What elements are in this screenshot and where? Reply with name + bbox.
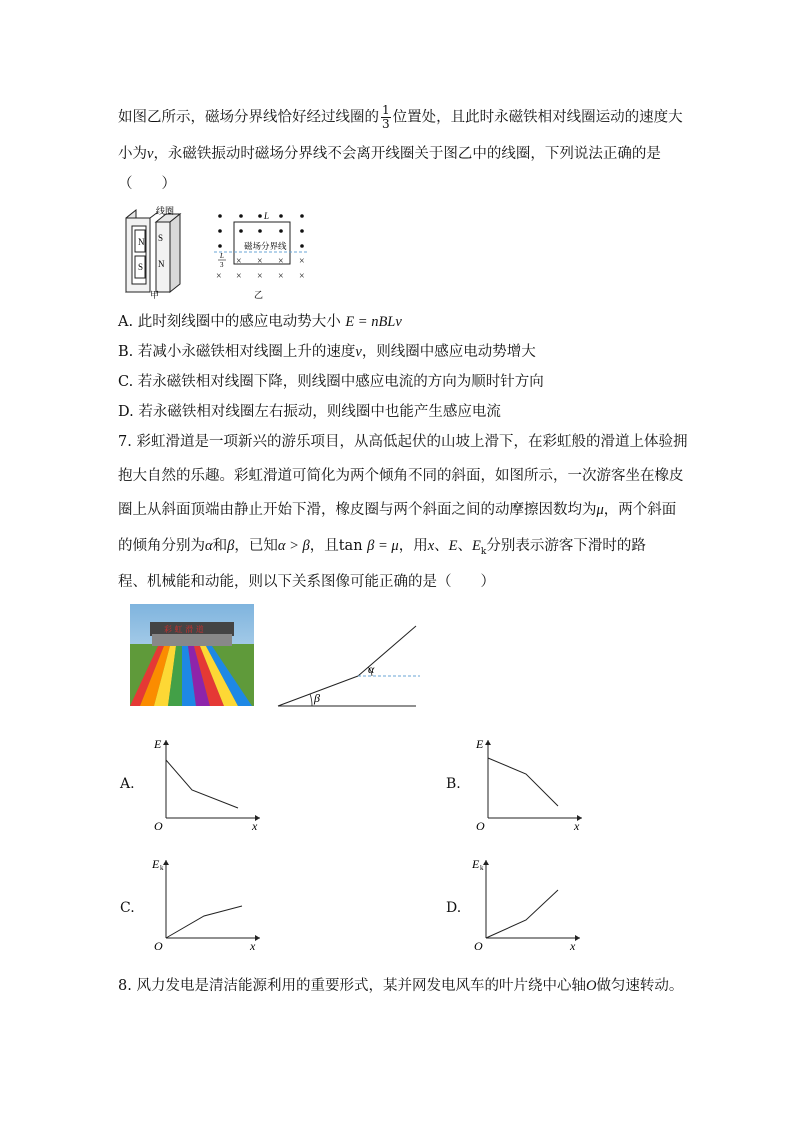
q7-line-2: 抱大自然的乐趣。彩虹滑道可简化为两个倾角不同的斜面，如图所示，一次游客坐在橡皮 [118,468,684,484]
tan: tan [338,538,363,554]
q6-option-c: C. 若永磁铁相对线圈下降，则线圈中感应电流的方向为顺时针方向 [118,374,544,390]
svg-text:×: × [236,271,242,282]
q7-line-4 [118,536,646,562]
var-v: v [147,146,154,162]
q7-text: 分别表示游客下滑时的路 [486,538,646,554]
rainbow-slide-photo [130,604,254,706]
q7-text: ，已知 [234,538,278,554]
third-den: 3 [220,261,224,269]
svg-text:×: × [216,271,222,282]
var-ek-sub: k [480,546,487,557]
var-e: E [448,538,458,554]
q6-option-b [118,342,536,362]
q6-option-a [118,312,402,332]
third-num: L [220,252,224,260]
c-ylabel: E [152,857,160,871]
angle-alpha: α [368,662,375,676]
option-a-label: A. [120,776,135,792]
magnet-s-top: S [158,233,164,243]
frac-num: 1 [382,103,390,117]
d-xlabel: x [570,939,576,953]
graph-option-d [472,854,588,954]
b-xlabel: x [574,819,580,833]
q7-text: ，且 [309,538,339,554]
svg-text:×: × [278,271,284,282]
svg-text:×: × [278,256,284,267]
q6-option-d: D. 若永磁铁相对线圈左右振动，则线圈中也能产生感应电流 [118,404,501,420]
b-ylabel: E [476,737,484,751]
frac-den: 3 [382,117,390,131]
var-ek: E [472,538,481,554]
c-xlabel: x [250,939,256,953]
q6-line-2 [118,144,661,164]
var-beta: β [227,538,235,554]
var-alpha: α [205,538,213,554]
svg-text:×: × [257,271,263,282]
q6-text: 如图乙所示，磁场分界线恰好经过线圈的 [118,109,379,126]
option-d-label: D. [446,900,462,916]
condition-tan: β = μ [367,538,399,554]
q8-text: 做匀速转动。 [596,978,684,994]
figure-caption-yi: 乙 [254,291,264,300]
fraction-one-third [381,104,391,131]
option-a-formula: E = nBLv [345,314,402,330]
svg-text:×: × [299,271,305,282]
var-o: O [585,978,597,994]
option-b-text: B. 若减小永磁铁相对线圈上升的速度 [118,344,356,360]
a-ylabel: E [154,737,162,751]
angle-beta: β [314,691,320,705]
slide-sign: 彩 虹 滑 道 [164,625,204,634]
q6-text: 位置处，且此时永磁铁相对线圈运动的速度大 [392,109,683,126]
c-origin: O [154,939,163,953]
graph-option-c [152,854,268,954]
b-origin: O [476,819,485,833]
var-x: x [427,538,435,554]
a-origin: O [154,819,163,833]
svg-text:×: × [257,256,263,267]
q7-line-1: 7. 彩虹滑道是一项新兴的游乐项目，从高低起伏的山坡上滑下，在彩虹般的滑道上体验拥 [118,434,688,450]
q6-text: 小为 [118,146,147,162]
magnet-n-bottom: N [158,259,165,269]
boundary-label: 磁场分界线 [244,242,287,252]
d-origin: O [474,939,483,953]
d-ylabel: E [472,857,480,871]
condition-alpha-beta: α > β [277,538,310,554]
graph-option-a [152,734,268,834]
option-b-label: B. [446,776,461,792]
incline-diagram [272,620,422,710]
sep: 、 [434,538,449,554]
c-ylabel-sub: k [160,864,164,872]
figure-caption-jia: 甲 [150,291,160,300]
q8-text: 8. 风力发电是清洁能源利用的重要形式，某并网发电风车的叶片绕中心轴 [118,978,586,994]
magnet-s-bottom: S [138,262,144,272]
q7-text: 的倾角分别为 [118,538,205,554]
cross-marks [216,256,305,282]
q7-line-3 [118,500,676,520]
svg-text:×: × [299,256,305,267]
q6-answer-blank: （ ） [118,176,176,192]
coil-label: 线圈 [156,207,175,217]
sep: 、 [457,538,472,554]
option-c-label: C. [120,900,135,916]
q8-line-1 [118,976,683,996]
option-b-var: v [355,344,362,360]
a-xlabel: x [252,819,258,833]
magnet-coil-diagram [126,210,180,292]
q7-text: ，两个斜面 [603,502,677,518]
var-mu: μ [596,502,604,518]
magnet-n-top: N [138,237,145,247]
q6-figure [118,204,318,300]
d-ylabel-sub: k [480,864,484,872]
option-a-text: A. 此时刻线圈中的感应电动势大小 [118,314,341,330]
q7-text: 圈上从斜面顶端由静止开始下滑，橡皮圈与两个斜面之间的动摩擦因数均为 [118,502,597,518]
q6-line-1 [118,104,683,131]
q7-text: 和 [212,538,228,554]
q6-text: ，永磁铁振动时磁场分界线不会离开线圈关于图乙中的线圈，下列说法正确的是 [153,146,661,162]
q7-text: ，用 [398,538,428,554]
option-b-text-end: ，则线圈中感应电动势增大 [361,344,536,360]
svg-text:×: × [236,256,242,267]
graph-option-b [474,734,590,834]
q7-line-5: 程、机械能和动能，则以下关系图像可能正确的是（ ） [118,574,495,590]
length-label-L: L [264,211,270,221]
